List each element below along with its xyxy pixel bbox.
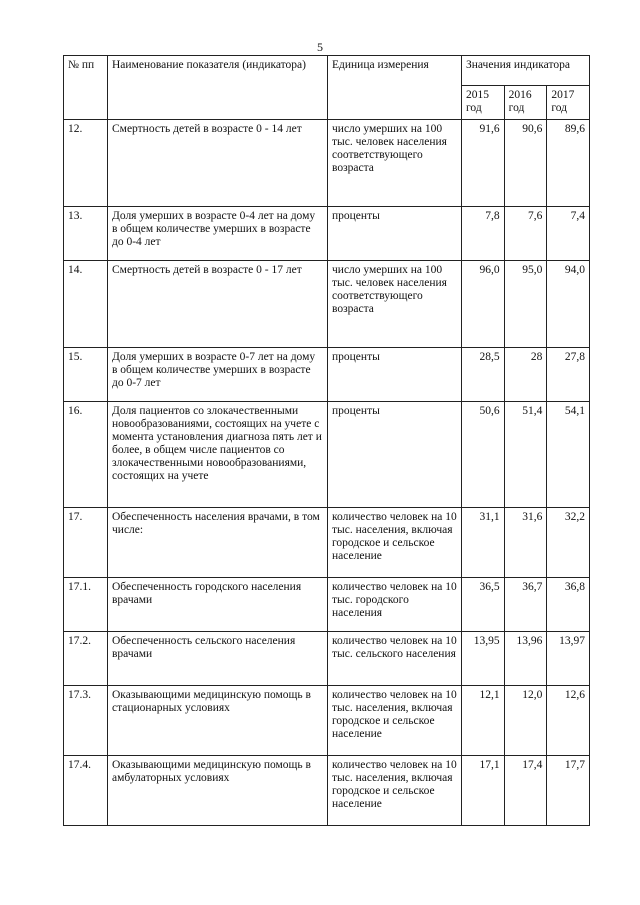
row-unit: проценты <box>328 207 462 261</box>
value-2017: 7,4 <box>547 207 590 261</box>
value-2015: 17,1 <box>462 756 505 826</box>
table-row <box>64 578 590 632</box>
value-2016: 7,6 <box>504 207 547 261</box>
table-row <box>64 756 590 826</box>
row-name: Доля пациентов со злокачественными новообразованиями, состоящих на учете с момента установления диагноза пять лет и более, в общем числе пациентов со злокачественными новообразованиями, состоящих на учете <box>108 402 328 508</box>
row-name: Обеспеченность сельского населения врачами <box>108 632 328 686</box>
row-name: Обеспеченность населения врачами, в том числе: <box>108 508 328 578</box>
value-2017: 94,0 <box>547 261 590 348</box>
value-2016: 36,7 <box>504 578 547 632</box>
row-unit: количество человек на 10 тыс. городского населения <box>328 578 462 632</box>
row-name: Доля умерших в возрасте 0-7 лет на дому в общем количестве умерших в возрасте до 0-7 лет <box>108 348 328 402</box>
value-2017: 89,6 <box>547 120 590 207</box>
value-2017: 27,8 <box>547 348 590 402</box>
value-2015: 91,6 <box>462 120 505 207</box>
table-row <box>64 632 590 686</box>
header-year-2017: 2017 год <box>547 86 590 120</box>
value-2015: 7,8 <box>462 207 505 261</box>
header-row <box>64 56 590 86</box>
value-2016: 17,4 <box>504 756 547 826</box>
row-name: Оказывающими медицинскую помощь в стационарных условиях <box>108 686 328 756</box>
table-row <box>64 348 590 402</box>
value-2015: 31,1 <box>462 508 505 578</box>
row-num: 17.4. <box>64 756 108 826</box>
table-row <box>64 120 590 207</box>
row-num: 13. <box>64 207 108 261</box>
value-2016: 12,0 <box>504 686 547 756</box>
value-2015: 28,5 <box>462 348 505 402</box>
indicators-table <box>63 55 590 826</box>
table-row <box>64 686 590 756</box>
row-unit: проценты <box>328 402 462 508</box>
row-unit: количество человек на 10 тыс. населения, включая городское и сельское население <box>328 508 462 578</box>
value-2017: 36,8 <box>547 578 590 632</box>
row-name: Смертность детей в возрасте 0 - 17 лет <box>108 261 328 348</box>
value-2015: 12,1 <box>462 686 505 756</box>
row-num: 17.1. <box>64 578 108 632</box>
value-2017: 13,97 <box>547 632 590 686</box>
header-name: Наименование показателя (индикатора) <box>108 56 328 120</box>
page-number: 5 <box>317 40 323 54</box>
value-2016: 13,96 <box>504 632 547 686</box>
row-num: 15. <box>64 348 108 402</box>
row-num: 16. <box>64 402 108 508</box>
value-2016: 31,6 <box>504 508 547 578</box>
row-unit: проценты <box>328 348 462 402</box>
row-unit: число умерших на 100 тыс. человек населения соответствующего возраста <box>328 120 462 207</box>
header-year-2015: 2015 год <box>462 86 505 120</box>
value-2017: 12,6 <box>547 686 590 756</box>
table-row <box>64 261 590 348</box>
row-unit: количество человек на 10 тыс. сельского населения <box>328 632 462 686</box>
value-2016: 28 <box>504 348 547 402</box>
value-2016: 90,6 <box>504 120 547 207</box>
row-unit: количество человек на 10 тыс. населения, включая городское и сельское население <box>328 686 462 756</box>
value-2015: 50,6 <box>462 402 505 508</box>
row-unit: число умерших на 100 тыс. человек населения соответствующего возраста <box>328 261 462 348</box>
row-unit: количество человек на 10 тыс. населения, включая городское и сельское население <box>328 756 462 826</box>
row-name: Обеспеченность городского населения врачами <box>108 578 328 632</box>
row-num: 14. <box>64 261 108 348</box>
row-num: 12. <box>64 120 108 207</box>
header-unit: Единица измерения <box>328 56 462 120</box>
row-name: Смертность детей в возрасте 0 - 14 лет <box>108 120 328 207</box>
row-num: 17.2. <box>64 632 108 686</box>
header-values: Значения индикатора <box>462 56 590 86</box>
row-name: Оказывающими медицинскую помощь в амбулаторных условиях <box>108 756 328 826</box>
row-num: 17.3. <box>64 686 108 756</box>
table-row <box>64 207 590 261</box>
value-2015: 96,0 <box>462 261 505 348</box>
header-num: № пп <box>64 56 108 120</box>
table-row <box>64 402 590 508</box>
table-row <box>64 508 590 578</box>
value-2016: 95,0 <box>504 261 547 348</box>
value-2017: 32,2 <box>547 508 590 578</box>
value-2015: 13,95 <box>462 632 505 686</box>
value-2017: 17,7 <box>547 756 590 826</box>
value-2017: 54,1 <box>547 402 590 508</box>
value-2015: 36,5 <box>462 578 505 632</box>
row-num: 17. <box>64 508 108 578</box>
row-name: Доля умерших в возрасте 0-4 лет на дому в общем количестве умерших в возрасте до 0-4 лет <box>108 207 328 261</box>
value-2016: 51,4 <box>504 402 547 508</box>
header-year-2016: 2016 год <box>504 86 547 120</box>
